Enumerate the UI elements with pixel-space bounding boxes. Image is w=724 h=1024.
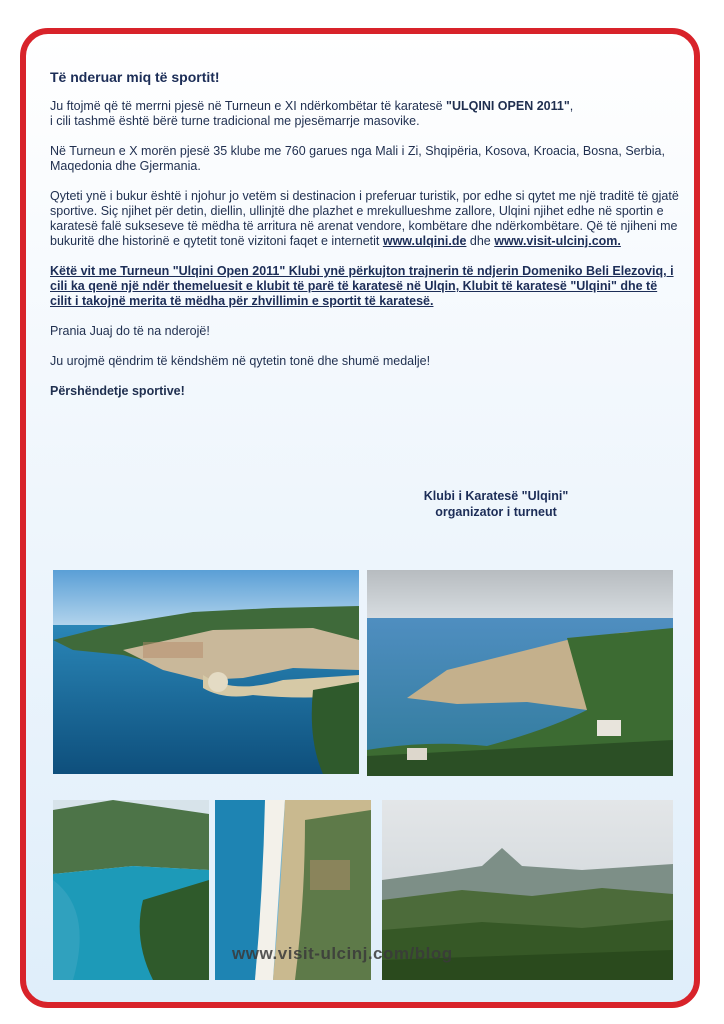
link-separator: dhe	[466, 234, 495, 248]
invitation-text: Ju ftojmë që të merrni pjesë në Turneun e XI ndërkombëtar të karatesë	[50, 99, 447, 113]
invitation-line2: i cili tashmë është bërë turne tradicional me pjesëmarrje masovike.	[50, 114, 420, 128]
letter-frame	[20, 28, 700, 1008]
city-text: Qyteti ynë i bukur është i njohur jo vetëm si destinacion i preferuar turistik, por edhe si qytet me një traditë të gjatë sportive. Siç njihet për detin, diellin, ullinjtë dhe plazhet e mrekullueshme zallore, Ulqini njihet edhe në sportin e karatesë falë sukseseve të mëdha të arritura në arenat vendore, kombëtare dhe ndërkombëtare. Që të njiheni me bukuritë dhe historinë e qytetit tonë vizitoni faqet e internetit	[50, 189, 679, 248]
letter-body	[50, 70, 682, 414]
photo-old-town-peninsula	[367, 570, 673, 776]
signature-role: organizator i turneut	[435, 505, 557, 519]
signature-block	[366, 488, 626, 520]
photo-bay-forest	[53, 800, 209, 980]
closing-line: Përshëndetje sportive!	[50, 384, 185, 398]
signature-club: Klubi i Karatesë "Ulqini"	[423, 489, 569, 503]
visit-ulcinj-link[interactable]: www.visit-ulcinj.com.	[494, 234, 621, 248]
previous-tournament-paragraph: Në Turneun e X morën pjesë 35 klube me 760 garues nga Mali i Zi, Shqipëria, Kosova, Kroacia, Bosna, Serbia, Maqedonia dhe Gjermania.	[50, 144, 665, 173]
ulqini-link[interactable]: www.ulqini.de	[382, 234, 467, 248]
honor-line: Prania Juaj do të na nderojë!	[50, 324, 210, 338]
city-paragraph	[50, 189, 682, 249]
greeting: Të nderuar miq të sportit!	[50, 69, 220, 85]
watermark: www.visit-ulcinj.com/blog	[232, 944, 453, 963]
photo-old-town-aerial	[53, 570, 359, 774]
invitation-comma: ,	[569, 99, 574, 113]
invitation-paragraph	[50, 99, 682, 129]
dedication-paragraph: Këtë vit me Turneun "Ulqini Open 2011" Klubi ynë përkujton trajnerin të ndjerin Domeniko Beli Elezoviq, i cili ka qenë një ndër themeluesit e klubit të parë të karatesë në Ulqin, Klubit të karatesë "Ulqini" dhe të cilit i takojnë merita të mëdha për zhvillimin e sportit të karatesë.	[50, 264, 674, 308]
event-name: "ULQINI OPEN 2011"	[446, 99, 570, 113]
wishes-line: Ju urojmë qëndrim të këndshëm në qytetin tonë dhe shumë medalje!	[50, 354, 431, 368]
